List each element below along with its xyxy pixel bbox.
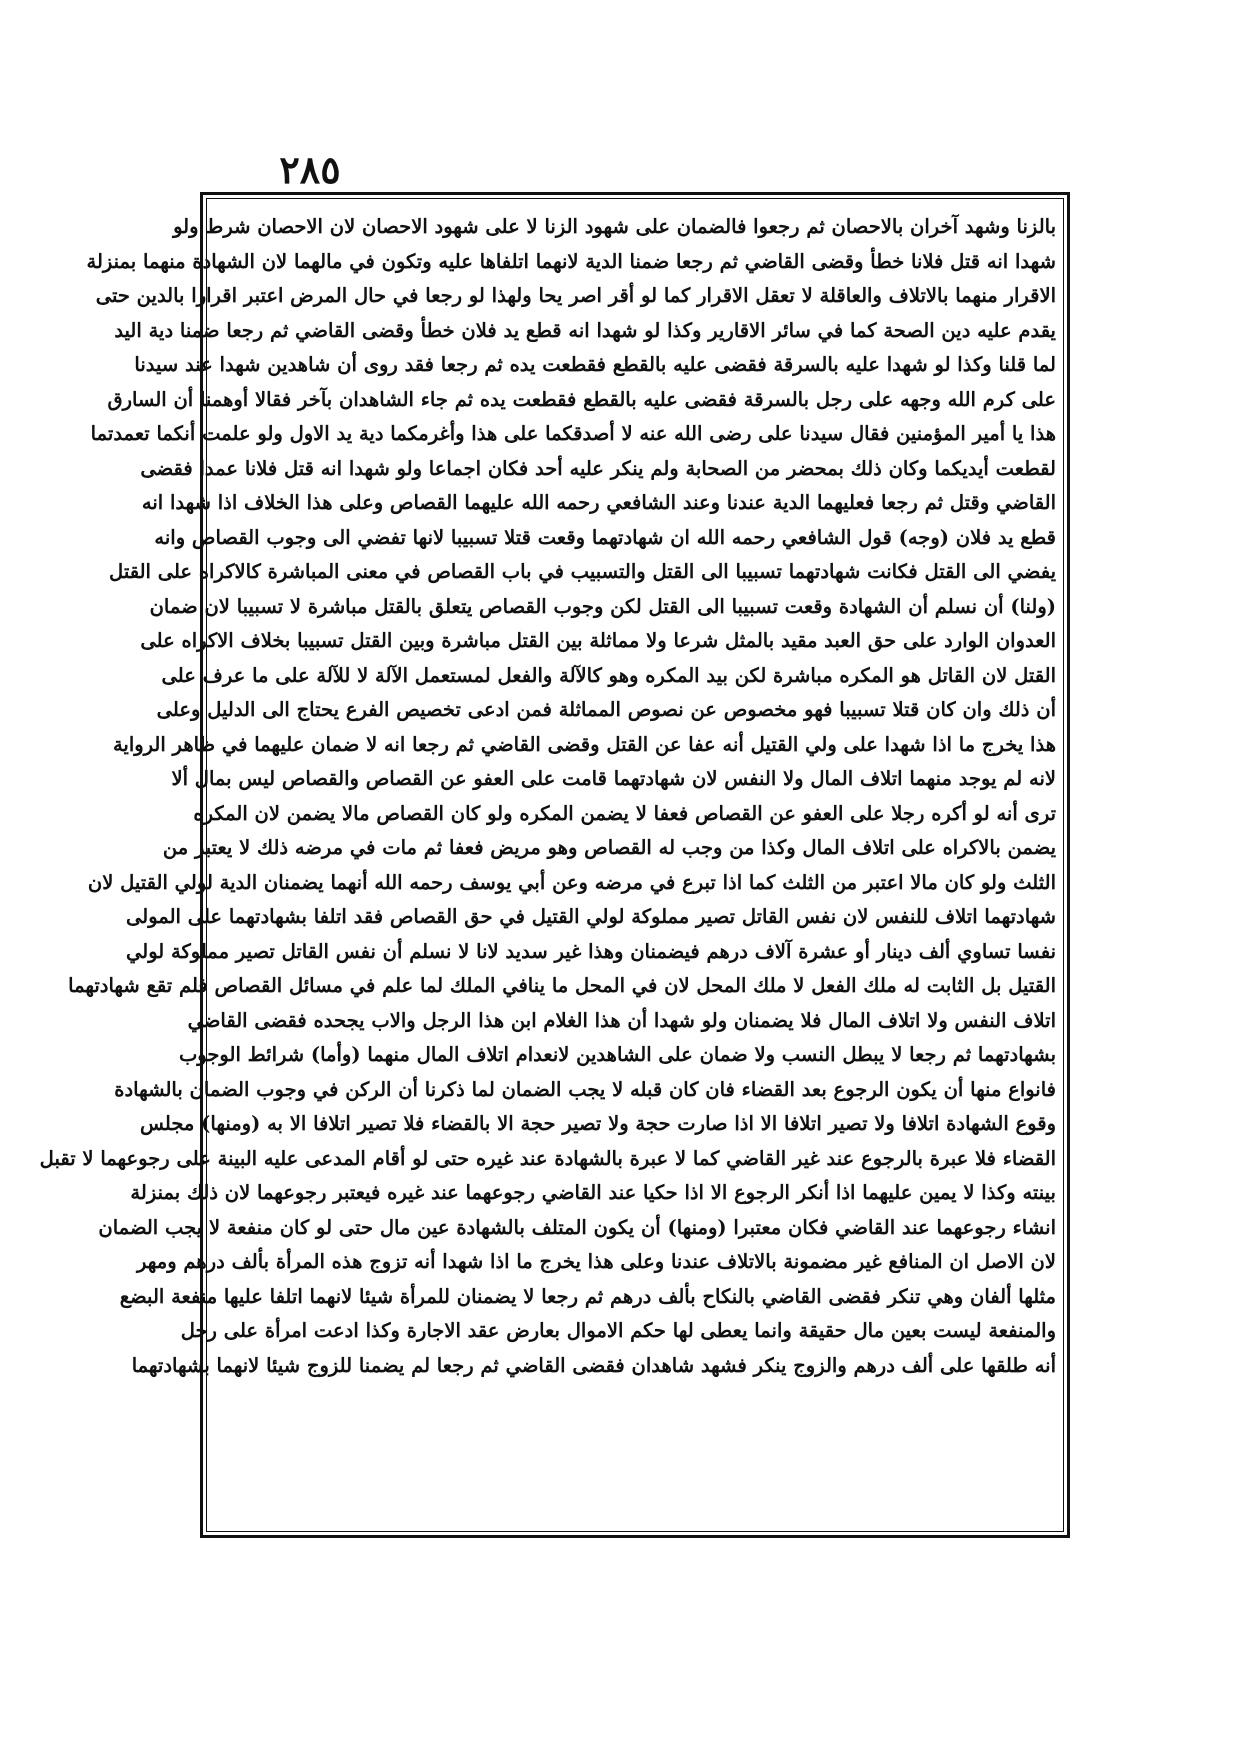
- text-line: ترى أنه لو أكره رجلا على العفو عن القصاص فعفا لا يضمن المكره ولو كان القصاص مالا يضمن لان المكره: [193, 801, 1056, 825]
- text-line: لما قلنا وكذا لو شهدا عليه بالسرقة فقضى عليه بالقطع فقطعت يده ثم رجعا فقد روى أن شاهدين شهدا عند سيدنا: [134, 353, 1056, 376]
- text-line: أن ذلك وان كان قتلا تسبيبا فهو مخصوص عن نصوص المماثلة فمن ادعى تخصيص الفرع يحتاج الى الدليل وعلى: [156, 698, 1056, 721]
- text-line: (ولنا) أن نسلم أن الشهادة وقعت تسبيبا الى القتل لكن وجوب القصاص يتعلق بالقتل مباشرة لا تسبيبا لان ضمان: [149, 594, 1056, 618]
- text-line: القتيل بل الثابت له ملك الفعل لا ملك المحل لان في المحل ما ينافي الملك لما علم في مسائل القصاص فلم تقع شهادتهما: [68, 974, 1056, 997]
- text-line: الثلث ولو كان مالا اعتبر من الثلث كما اذا تبرع في مرضه وعن أبي يوسف رحمه الله أنهما يضمنان الدية لولي القتيل لان: [87, 870, 1056, 894]
- text-line: يضمن بالاكراه على اتلاف المال وكذا من وجب له القصاص وهو مريض فعفا ثم مات في مرضه ذلك لا يعتبر من: [162, 836, 1056, 859]
- text-line: هذا يخرج ما اذا شهدا على ولي القتيل أنه عفا عن القتل وقضى القاضي ثم رجعا انه لا ضمان عليهما في ظاهر الرواية: [112, 732, 1056, 756]
- text-line: القتل لان القاتل هو المكره مباشرة لكن بيد المكره وهو كالآلة والفعل لمستعمل الآلة لا للآلة على ما عرف على: [161, 663, 1056, 687]
- text-line: [214, 1383, 1056, 1418]
- text-line: انشاء رجوعهما عند القاضي فكان معتبرا (ومنها) أن يكون المتلف بالشهادة عين مال حتى لو كان منفعة لا يجب الضمان: [98, 1215, 1056, 1239]
- text-line: العدوان الوارد على حق العبد مقيد بالمثل شرعا ولا مماثلة بين القتل مباشرة وبين القتل تسبيبا بخلاف الاكراه على: [140, 629, 1056, 652]
- text-line: بشهادتهما ثم رجعا لا يبطل النسب ولا ضمان على الشاهدين لانعدام اتلاف المال منهما (وأما) شرائط الوجوب: [178, 1043, 1056, 1066]
- text-line: اتلاف النفس ولا اتلاف المال فلا يضمنان ولو شهدا أن هذا الغلام ابن هذا الرجل والاب يجحده فقضى القاضي: [187, 1008, 1056, 1032]
- text-line: مثلها ألفان وهي تنكر فقضى القاضي بالنكاح بألف درهم ثم رجعا لا يضمنان للمرأة شيئا لانهما اتلفا عليها منفعة البضع: [119, 1284, 1056, 1308]
- text-line: لقطعت أيديكما وكان ذلك بمحضر من الصحابة ولم ينكر عليه أحد فكان اجماعا ولو شهدا انه قتل فلانا عمدا فقضى: [140, 456, 1056, 480]
- text-line: لان الاصل ان المنافع غير مضمونة بالاتلاف عندنا وعلى هذا يخرج ما اذا شهدا أنه تزوج هذه المرأة بألف درهم ومهر: [137, 1250, 1056, 1273]
- text-line: القاضي وقتل ثم رجعا فعليهما الدية عندنا وعند الشافعي رحمه الله عليهما القصاص وعلى هذا الخلاف اذا شهدا انه: [141, 491, 1056, 514]
- text-line: أنه طلقها على ألف درهم والزوج ينكر فشهد شاهدان فقضى القاضي ثم رجعا لم يضمنا للزوج شيئا لانهما بشهادتهما: [131, 1353, 1056, 1377]
- text-line: والمنفعة ليست بعين مال حقيقة وانما يعطى لها حكم الاموال بعارض عقد الاجارة وكذا ادعت امرأة على رجل: [180, 1319, 1056, 1342]
- text-line: الاقرار منهما بالاتلاف والعاقلة لا تعقل الاقرار كما لو أقر اصر يحا ولهذا لو رجعا في حال المرض اعتبر اقرارا بالدين حتى: [95, 284, 1056, 307]
- text-line: نفسا تساوي ألف دينار أو عشرة آلاف درهم فيضمنان وهذا غير سديد لانا لا نسلم أن نفس القاتل تصير مملوكة لولي: [126, 939, 1056, 963]
- text-line: قطع يد فلان (وجه) قول الشافعي رحمه الله ان شهادتهما وقعت قتلا تسبيبا لانها تفضي الى وجوب القصاص وانه: [154, 525, 1056, 549]
- text-line: فانواع منها أن يكون الرجوع بعد القضاء فان كان قبله لا يجب الضمان لما ذكرنا أن الركن في وجوب الضمان بالشهادة: [114, 1077, 1056, 1101]
- page-number: ٢٨٥: [279, 147, 341, 192]
- text-line: شهادتهما اتلاف للنفس لان نفس القاتل تصير مملوكة لولي القتيل في حق القصاص فقد اتلفا بشهادتهما على المولى: [126, 905, 1056, 928]
- text-line: بينته وكذا لا يمين عليهما اذا أنكر الرجوع الا اذا حكيا عند القاضي رجوعهما عند غيره فيعتبر رجوعهما لان ذلك بمنزلة: [130, 1181, 1056, 1204]
- text-line: شهدا انه قتل فلانا خطأ وقضى القاضي ثم رجعا ضمنا الدية لانهما اتلفاها عليه وتكون في مالهما لان الشهادة منهما بمنزلة: [86, 249, 1056, 273]
- text-line: لانه لم يوجد منهما اتلاف المال ولا النفس لان شهادتهما قامت على العفو عن القصاص والقصاص ليس بمال ألا: [171, 767, 1056, 790]
- text-line: وقوع الشهادة اتلافا ولا تصير اتلافا الا اذا صارت حجة ولا تصير حجة الا بالقضاء فلا تصير اتلافا الا به (ومنها) مجلس: [140, 1112, 1056, 1135]
- text-line: على كرم الله وجهه على رجل بالسرقة فقضى عليه بالقطع فقطعت يده ثم جاء الشاهدان بآخر فقالا أوهمنا أن السارق: [107, 387, 1056, 411]
- text-line: هذا يا أمير المؤمنين فقال سيدنا على رضى الله عنه لا أصدقكما على هذا وأغرمكما دية يد الاول ولو علمت أنكما تعمدتما: [90, 422, 1056, 445]
- text-line: يفضي الى القتل فكانت شهادتهما تسبيبا الى القتل والتسبيب في باب القصاص في معنى المباشرة كالاكراه على القتل: [109, 560, 1056, 583]
- text-body: [39, 210, 1056, 1524]
- text-line: يقدم عليه دين الصحة كما في سائر الاقارير وكذا لو شهدا انه قطع يد فلان خطأ وقضى القاضي ثم رجعا ضمنا دية اليد: [114, 318, 1056, 342]
- text-line: القضاء فلا عبرة بالرجوع عند غير القاضي كما لا عبرة بالشهادة عند غيره حتى لو أقام المدعى عليه البينة على رجوعهما لا تقبل: [39, 1146, 1056, 1170]
- text-line: بالزنا وشهد آخران بالاحصان ثم رجعوا فالضمان على شهود الزنا لا على شهود الاحصان لان الاحصان شرط ولو: [173, 215, 1056, 238]
